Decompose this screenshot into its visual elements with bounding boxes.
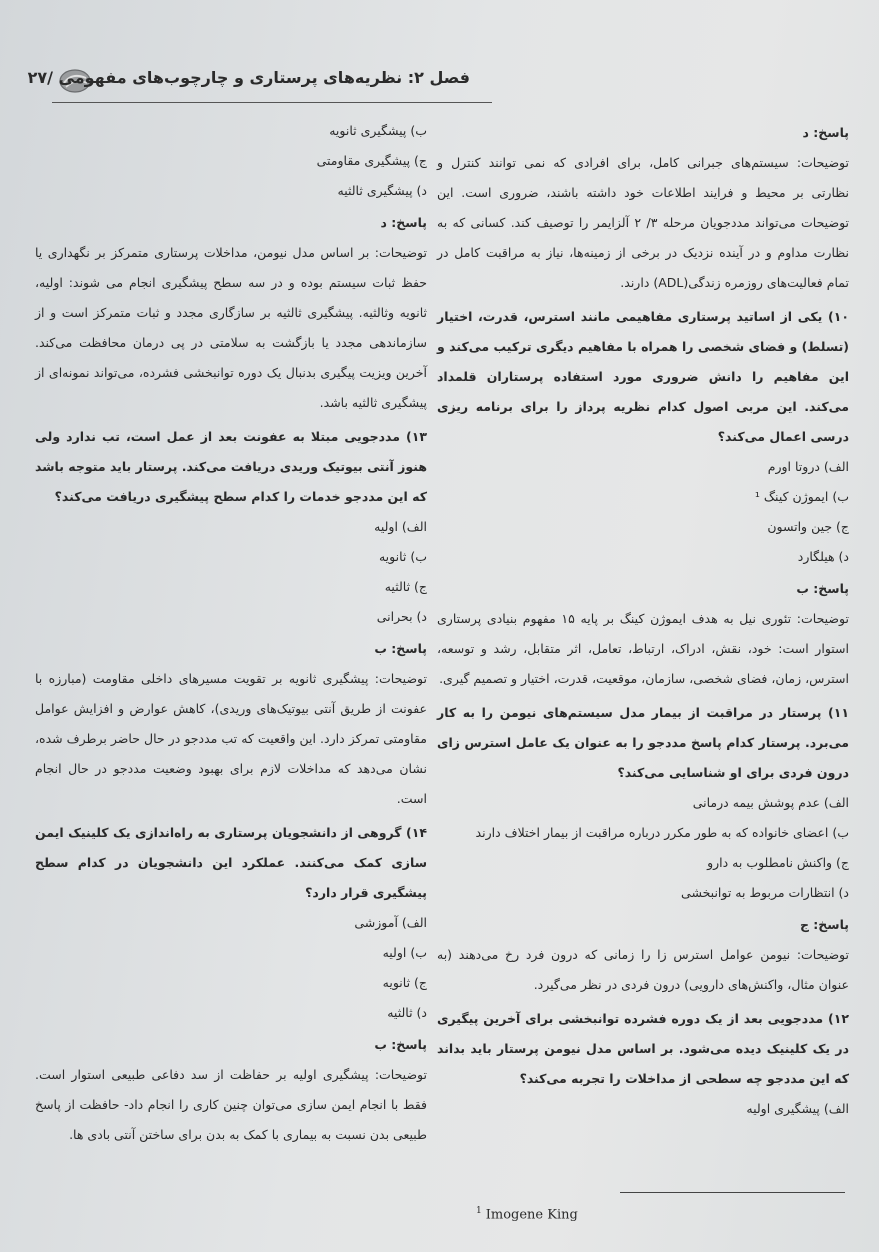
- right-column: [437, 116, 849, 1124]
- answer-option: د) بحرانی: [376, 609, 427, 624]
- answer-option: الف) آموزشی: [354, 915, 427, 930]
- answer-option: ب) اولیه: [382, 945, 427, 960]
- left-column: [35, 116, 427, 1150]
- answer-option: د) پیشگیری ثالثیه: [337, 183, 427, 198]
- answer-label: پاسخ: ب: [796, 581, 849, 596]
- answer-label: پاسخ: د: [802, 125, 849, 140]
- answer-option: ب) ایموژن کینگ ¹: [754, 489, 849, 504]
- answer-option: الف) دروتا اورم: [767, 459, 849, 474]
- explanation-paragraph: توضیحات: بر اساس مدل نیومن، مداخلات پرستاری متمرکز بر نگهداری یا حفظ ثبات سیستم بوده و در سه سطح پیشگیری انجام می شوند: اولیه، ثانویه وثالثیه. پیشگیری ثالثیه بر سازگاری مجدد و ثبات متمرکز است و از سازماندهی مجدد یا بازگشت به سلامتی در پی درمان محافظت می‌کند. آخرین ویزیت پیگیری بدنبال یک دوره توانبخشی فشرده، می‌تواند نمونه‌ای از پیشگیری ثالثیه باشد.: [35, 245, 427, 410]
- footnote-divider: [620, 1192, 845, 1193]
- footnote-marker: 1: [476, 1206, 482, 1216]
- answer-option: الف) پیشگیری اولیه: [746, 1101, 849, 1116]
- answer-option: د) هیلگارد: [797, 549, 849, 564]
- explanation-paragraph: توضیحات: سیستم‌های جبرانی کامل، برای افرادی که نمی توانند کنترل و نظارتی بر محیط و فرایند اطلاعات خود داشته باشند، ضروری است. این توضیحات می‌تواند مددجویان مرحله ۳/ ۲ آلزایمر را توصیف کند. کسانی که به نظارت مداوم و در آینده نزدیک در برخی از زمینه‌ها، نیاز به مراقبت کامل در تمام فعالیت‌های روزمره زندگی(ADL) دارند.: [437, 155, 850, 290]
- page-header: [27, 62, 492, 103]
- answer-option: ج) واکنش نامطلوب به دارو: [707, 855, 849, 870]
- answer-option: ج) جین واتسون: [767, 519, 849, 534]
- chapter-header-title: فصل ۲: نظریه‌های پرستاری و چارچوب‌های مفهومی /۲۷: [27, 68, 470, 87]
- answer-label: پاسخ: ج: [799, 917, 849, 932]
- question-text: ۱۰) یکی از اساتید پرستاری مفاهیمی مانند استرس، قدرت، اختیار (تسلط) و فضای شخصی را همراه با مفاهیم دیگری ترکیب می‌کند و این مفاهیم را دانش ضروری مورد استفاده پرستاران قلمداد می‌کند. این مربی اصول کدام نظریه پرداز را برای برنامه ریزی درسی اعمال می‌کند؟: [437, 309, 849, 444]
- question-text: ۱۱) پرستار در مراقبت از بیمار مدل سیستم‌های نیومن را به کار می‌برد. پرستار کدام پاسخ مددجو را به عنوان یک عامل استرس زای درون فردی برای او شناسایی می‌کند؟: [437, 705, 849, 780]
- explanation-paragraph: توضیحات: پیشگیری اولیه بر حفاظت از سد دفاعی طبیعی استوار است. فقط با انجام ایمن سازی می‌توان چنین کاری را انجام داد- حافظت از پاسخ طبیعی بدن نسبت به بیماری با کمک به بدن برای ساختن آنتی بادی ها.: [35, 1067, 427, 1142]
- answer-label: پاسخ: د: [380, 215, 427, 230]
- answer-option: ج) پیشگیری مقاومتی: [316, 153, 427, 168]
- answer-label: پاسخ: ب: [374, 1037, 427, 1052]
- footnote-text: Imogene King: [485, 1207, 578, 1223]
- answer-label: پاسخ: ب: [374, 641, 427, 656]
- answer-option: ب) پیشگیری ثانویه: [329, 123, 427, 138]
- footnote: [476, 1206, 578, 1222]
- answer-option: الف) عدم پوشش بیمه درمانی: [692, 795, 849, 810]
- answer-option: ب) اعضای خانواده که به طور مکرر درباره مراقبت از بیمار اختلاف دارند: [475, 825, 849, 840]
- question-text: ۱۲) مددجویی بعد از یک دوره فشرده توانبخشی برای آخرین پیگیری در یک کلینیک دیده می‌شود. بر اساس مدل نیومن پرستار باید بداند که این مددجو چه سطحی از مداخلات را تجربه می‌کند؟: [437, 1011, 849, 1086]
- answer-option: الف) اولیه: [374, 519, 427, 534]
- answer-option: د) ثالثیه: [387, 1005, 427, 1020]
- explanation-paragraph: توضیحات: تئوری نیل به هدف ایموژن کینگ بر پایه ۱۵ مفهوم بنیادی پرستاری استوار است: خود، نقش، ادراک، ارتباط، تعامل، اثر متقابل، رشد و توسعه، استرس، زمان، فضای شخصی، سازمان، موقعیت، قدرت، اختیار و تصمیم گیری.: [437, 611, 849, 686]
- answer-option: ج) ثانویه: [382, 975, 427, 990]
- question-text: ۱۴) گروهی از دانشجویان پرستاری به راه‌اندازی یک کلینیک ایمن سازی کمک می‌کنند. عملکرد این دانشجویان در کدام سطح پیشگیری قرار دارد؟: [35, 825, 427, 900]
- explanation-paragraph: توضیحات: نیومن عوامل استرس زا را زمانی که درون فرد رخ می‌دهند (به عنوان مثال، واکنش‌های دارویی) درون فردی در نظر می‌گیرد.: [437, 947, 849, 992]
- answer-option: ب) ثانویه: [378, 549, 427, 564]
- answer-option: ج) ثالثیه: [384, 579, 427, 594]
- question-text: ۱۳) مددجویی مبتلا به عفونت بعد از عمل است، تب ندارد ولی هنوز آنتی بیوتیک وریدی دریافت می‌کند. پرستار باید متوجه باشد که این مددجو خدمات را کدام سطح پیشگیری دریافت می‌کند؟: [35, 429, 427, 504]
- answer-option: د) انتظارات مربوط به توانبخشی: [681, 885, 849, 900]
- explanation-paragraph: توضیحات: پیشگیری ثانویه بر تقویت مسیرهای داخلی مقاومت (مبارزه با عفونت از طریق آنتی بیوتیک‌های وریدی)، کاهش عوارض و افزایش عوامل مقاومتی تمرکز دارد. این واقعیت که تب مددجو در حال حاضر برطرف شده، نشان می‌دهد که مداخلات لازم برای بهبود وضعیت مددجو در حال انجام است.: [35, 671, 427, 806]
